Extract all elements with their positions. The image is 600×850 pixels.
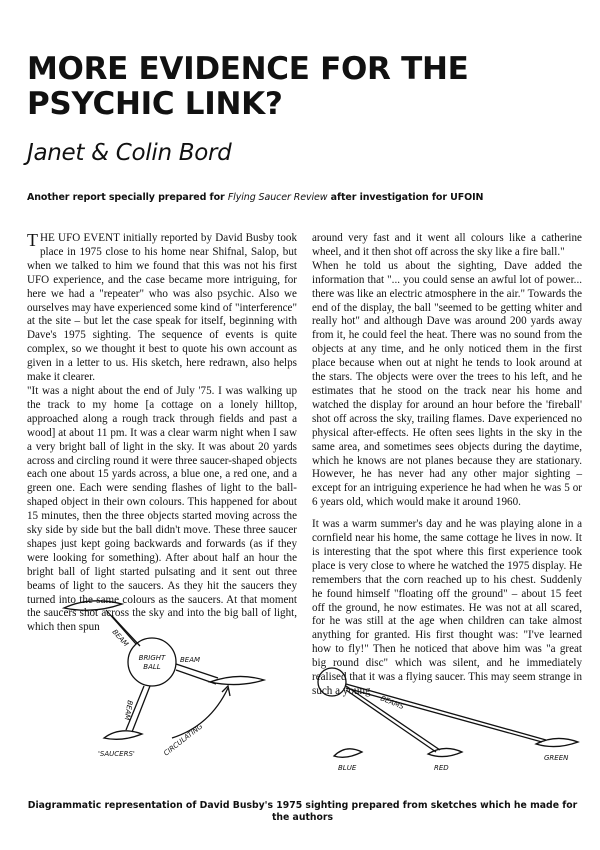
- green-label: GREEN: [544, 754, 569, 762]
- beam-label-bottom: BEAM: [122, 699, 134, 721]
- paragraph-text: HE UFO EVENT initially reported by David Busby took place in 1975 close to his home near Shifnal, Salop, but when we talked to him we found that this was not his first UFO experience, and the case became more intriguing, for here we had a "repeater" who was also psychic. Also we ourselves may have experienced some kind of "interference" at the site – but let the case speak for itself, beginning with Dave's 1975 sighting. The sequence of events is quite complex, so we thought it best to quote his own account as given in a letter to us. His sketch, here redrawn, also helps make it clearer.: [27, 232, 297, 384]
- circulating-label: CIRCULATING: [162, 722, 205, 758]
- bright-ball-shape: [128, 638, 176, 686]
- body-column-right: [312, 232, 582, 699]
- article-subtitle: [27, 192, 587, 203]
- saucer-green-shape: [536, 738, 578, 746]
- bright-ball-label: BALL: [143, 663, 161, 671]
- paragraph: [27, 232, 297, 385]
- blue-label: BLUE: [338, 764, 357, 772]
- red-label: RED: [434, 764, 449, 772]
- saucer-top-shape: [64, 601, 122, 610]
- ball-shape: [318, 668, 346, 696]
- subtitle-lead: Another report specially prepared for: [27, 192, 228, 203]
- drop-cap: T: [27, 230, 38, 250]
- sighting-diagram-beams: [310, 652, 590, 772]
- saucer-blue-shape: [334, 749, 362, 758]
- subtitle-tail: after investigation for UFOIN: [327, 192, 484, 203]
- journal-name: Flying Saucer Review: [227, 192, 328, 203]
- paragraph: around very fast and it went all colours like a catherine wheel, and it then shot off across the sky like a fire ball.": [312, 232, 582, 258]
- paragraph: It was a warm summer's day and he was playing alone in a cornfield near his home, the same cottage he lives in now. It is interesting that the spot where this first experience took place is very close to where he watched the 1975 display. He remembers that the corn reached up to his chest. Suddenly he found himself "floating off the ground" – about 15 feet off the ground, he now estimates. He was not at all scared, for he was still at the age when children can take almost anything for granted. His first thought was: "I've learned how to fly!" Then he noticed that above him was "a great big round disc" which was silent, and he immediately realised that it was a flying saucer. This may seem strange in such a young: [312, 518, 582, 697]
- beam-label-top: BEAM: [110, 627, 130, 649]
- paragraph: When he told us about the sighting, Dave added the information that "... you could sense an awful lot of power... there was like an electric atmosphere in the air." Towards the end of the display, the ball "seemed to be getting whiter and really hot" and although Dave was around 200 yards away from it, he could feel the heat. There was no sound from the objects at any time, and he only noticed them in the first place because when out at night he tends to look around at the stars. The objects were over the trees to his left, and he estimates that he stood on the track near his home and watched the display for around an hour before the 'fireball' shot off across the sky, trailing flames. Dave experienced no physical after-effects. He often sees lights in the sky in the same area, and sometimes sees objects during the daytime, which he knows are not planes because they are stationary. However, he has never had any other major sighting – except for an intriguing experience he had when he was 5 or 6 years old, which would make it around 1960.: [312, 259, 583, 509]
- saucer-bottom-shape: [104, 731, 142, 740]
- beam-line: [346, 684, 546, 740]
- saucers-label: 'SAUCERS': [98, 750, 135, 758]
- article-title: MORE EVIDENCE FOR THE PSYCHIC LINK?: [27, 51, 469, 122]
- figure-caption: Diagrammatic representation of David Busby's 1975 sighting prepared from sketches which he made for the authors: [27, 800, 578, 823]
- paragraph: "It was a night about the end of July '75. I was walking up the track to my home [a cottage on a lonely hilltop, approached along a rough track through fields and past a wood] at about 11 pm. It was a clear warm night when I saw a very bright ball of light in the sky. It was about 20 yards across and circling round it were three saucer-shaped objects each one about 15 yards across, a blue one, a red one, and a green one. Each were sending flashes of light to the ball-shaped object in their own colours. This happened for about 15 minutes, then the three objects started moving across the sky side by side but the ball didn't move. These three saucer shapes just kept going backwards and forwards (as if they were looking for something). After about half an hour the bright ball of light started pulsating and it sent out three beams of light to the saucers. As they hit the saucers they turned into the same colours as the saucers. At that moment the saucers shot across the sky and into the big ball of light, which then spun: [27, 384, 297, 634]
- beams-label: BEAMS: [379, 694, 405, 712]
- beam-line-right: [176, 664, 218, 678]
- beam-label-right: BEAM: [180, 656, 201, 664]
- beam-line: [346, 688, 542, 742]
- article-authors: Janet & Colin Bord: [27, 140, 232, 166]
- beam-line: [346, 686, 440, 750]
- body-column-left: [27, 232, 297, 635]
- sighting-diagram-ball-and-saucers: [60, 588, 290, 803]
- beam-line-right: [176, 670, 216, 684]
- bright-ball-label: BRIGHT: [138, 654, 166, 662]
